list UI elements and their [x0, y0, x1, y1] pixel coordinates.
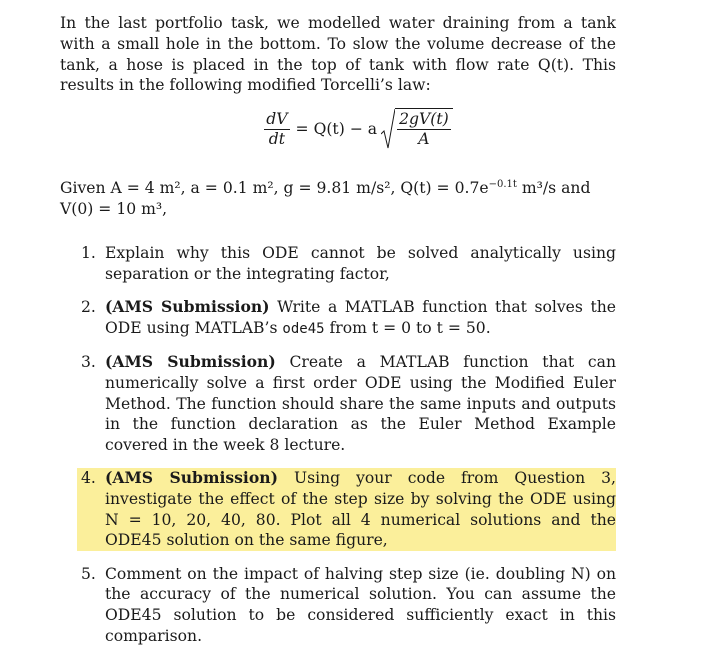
given-paragraph [60, 175, 616, 220]
given-exponent: −0.1t [488, 179, 517, 190]
list-item [77, 352, 616, 455]
radicand [395, 108, 453, 150]
item-text: Comment on the impact of halving step size (ie. doubling N) on the accuracy of the numerical solution. You can assume the ODE45 solution to be considered sufficiently exact in this comparison. [105, 564, 616, 645]
derivative-numerator: dV [266, 109, 288, 128]
item-bold-tag: (AMS Submission) [105, 468, 278, 488]
item-text-part: Create a MATLAB function that can numerically solve a first order ODE using the Modified Euler Method. The function should share the same inputs and outputs in the function declaration as the Euler Method Example covered in the week 8 lecture. [105, 353, 616, 454]
item-number: 4. [81, 469, 96, 488]
item-number: 1. [81, 244, 96, 262]
given-values: Given A = 4 m², a = 0.1 m², g = 9.81 m/s², Q(t) = 0.7e [60, 179, 489, 198]
item-text [105, 352, 616, 455]
torricelli-equation [0, 108, 713, 150]
list-item [77, 564, 616, 646]
item-text [105, 297, 616, 339]
task-list [77, 243, 616, 646]
list-item [77, 243, 616, 284]
derivative-denominator: dt [268, 129, 286, 148]
item-text: Explain why this ODE cannot be solved analytically using separation or the integrating factor, [105, 244, 616, 283]
code-ode45: ode45 [282, 320, 325, 337]
given-units: m³/s and [516, 179, 591, 198]
item-text-part: Write a MATLAB function that solves the ODE using MATLAB’s [105, 298, 617, 337]
radicand-numerator: 2gV(t) [399, 110, 449, 128]
derivative-fraction [264, 110, 289, 149]
item-number: 2. [81, 298, 96, 317]
item-bold-tag: (AMS Submission) [105, 352, 276, 372]
equation-middle: = Q(t) − a [295, 120, 378, 138]
item-bold-tag: (AMS Submission) [105, 297, 270, 317]
item-text-part: from t = 0 to t = 50. [324, 318, 491, 337]
item-number: 3. [81, 353, 96, 372]
list-item-highlighted [77, 468, 616, 550]
list-item [77, 297, 616, 339]
intro-paragraph: In the last portfolio task, we modelled water draining from a tank with a small hole in the bottom. To slow the volume decrease of the tank, a hose is placed in the top of tank with flow rate Q(t). This results in the following modified Torcelli’s law: [60, 14, 616, 95]
square-root [381, 108, 453, 150]
item-text-part: Using your code from Question 3, investigate the effect of the step size by solving the ODE using N = 10, 20, 40, 80. Plot all 4 numerical solutions and the ODE45 solution on the same figure, [105, 469, 616, 550]
radicand-fraction [397, 110, 451, 149]
radicand-denominator: A [418, 130, 430, 148]
item-text [105, 468, 616, 550]
item-number: 5. [81, 564, 96, 583]
given-initial-condition: V(0) = 10 m³, [60, 199, 168, 218]
radical-sign-icon [381, 108, 395, 150]
